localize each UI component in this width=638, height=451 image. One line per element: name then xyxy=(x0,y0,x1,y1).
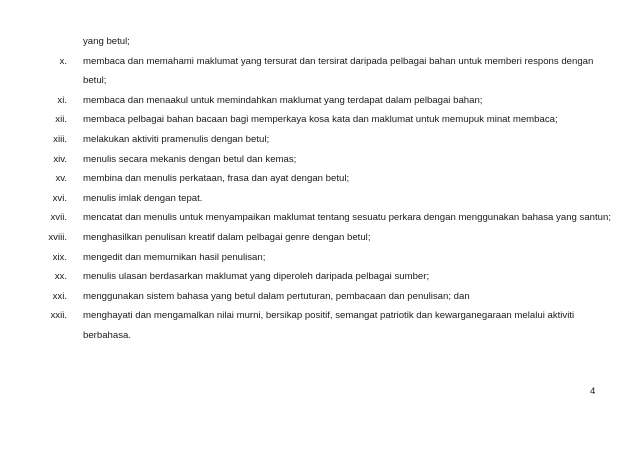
item-text: menulis ulasan berdasarkan maklumat yang diperoleh daripada pelbagai sumber; xyxy=(83,271,430,283)
list-item xyxy=(0,110,630,130)
item-text: yang betul; xyxy=(83,36,130,47)
item-text: betul; xyxy=(83,75,107,87)
list-item xyxy=(0,228,630,248)
item-text: menghayati dan mengamalkan nilai murni, bersikap positif, semangat patriotik dan kewarganegaraan melalui aktiviti xyxy=(83,310,575,322)
item-text: melakukan aktiviti pramenulis dengan betul; xyxy=(83,133,270,145)
item-number: xvi. xyxy=(52,192,67,204)
item-number: xx. xyxy=(54,271,67,283)
list-item xyxy=(0,248,630,268)
objectives-list xyxy=(0,32,630,346)
list-item xyxy=(0,91,630,111)
item-number: xxii. xyxy=(50,310,67,322)
item-text: menulis secara mekanis dengan betul dan kemas; xyxy=(83,153,297,165)
item-number: xiii. xyxy=(53,133,67,145)
list-item xyxy=(0,189,630,209)
item-text: berbahasa. xyxy=(83,329,132,341)
list-item xyxy=(0,326,630,346)
item-number: xiv. xyxy=(53,153,67,165)
item-number: xv. xyxy=(55,173,67,185)
item-number: xix. xyxy=(52,251,67,263)
item-text: mengedit dan memurnikan hasil penulisan; xyxy=(83,251,266,263)
list-item xyxy=(0,287,630,307)
list-item xyxy=(0,130,630,150)
item-number: xi. xyxy=(57,94,67,106)
list-item xyxy=(0,150,630,170)
item-number: xii. xyxy=(55,114,67,126)
list-item xyxy=(0,71,630,91)
item-text: membina dan menulis perkataan, frasa dan ayat dengan betul; xyxy=(83,173,350,185)
page-number: 4 xyxy=(590,386,596,397)
item-number: xxi. xyxy=(52,290,67,302)
list-item xyxy=(0,32,630,52)
item-text: menggunakan sistem bahasa yang betul dalam pertuturan, pembacaan dan penulisan; dan xyxy=(83,290,470,302)
item-number: xviii. xyxy=(48,231,67,243)
list-item xyxy=(0,267,630,287)
item-number: xvii. xyxy=(50,212,67,224)
item-text: membaca dan memahami maklumat yang tersurat dan tersirat daripada pelbagai bahan untuk memberi respons dengan xyxy=(83,55,594,67)
item-text: membaca pelbagai bahan bacaan bagi memperkaya kosa kata dan maklumat untuk memupuk minat membaca; xyxy=(83,114,558,126)
list-item xyxy=(0,52,630,72)
list-item xyxy=(0,306,630,326)
item-text: menghasilkan penulisan kreatif dalam pelbagai genre dengan betul; xyxy=(83,231,371,243)
item-text: membaca dan menaakul untuk memindahkan maklumat yang terdapat dalam pelbagai bahan; xyxy=(83,94,483,106)
list-item xyxy=(0,208,630,228)
item-text: menulis imlak dengan tepat. xyxy=(83,192,203,204)
item-text: mencatat dan menulis untuk menyampaikan maklumat tentang sesuatu perkara dengan menggunakan bahasa yang santun; xyxy=(83,212,611,224)
list-item xyxy=(0,169,630,189)
item-number: x. xyxy=(59,55,67,67)
